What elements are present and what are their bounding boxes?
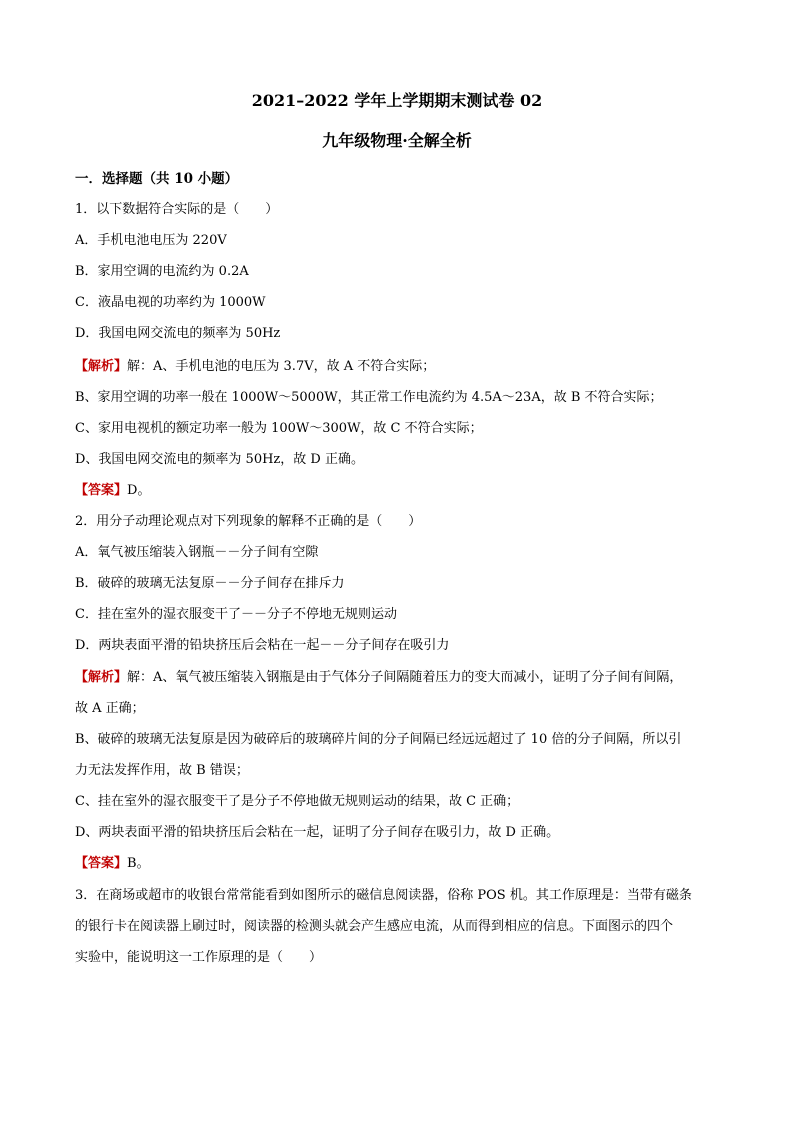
q1-analysis-line: D、我国电网交流电的频率为 50Hz，故 D 正确。 (75, 452, 364, 467)
q3-stem-line: 实验中，能说明这一工作原理的是（ ） (75, 950, 323, 965)
q1-analysis (75, 355, 435, 374)
analysis-text: 解：A、手机电池的电压为 3.7V，故 A 不符合实际； (127, 359, 436, 374)
analysis-tag: 【解析】 (75, 670, 128, 685)
q2-option-a: A．氧气被压缩装入钢瓶－－分子间有空隙 (75, 545, 319, 560)
answer-text: B。 (127, 856, 150, 871)
q2-analysis-line: C、挂在室外的湿衣服变干了是分子不停地做无规则运动的结果，故 C 正确； (75, 794, 520, 809)
analysis-text: 解：A、氧气被压缩装入钢瓶是由于气体分子间隔随着压力的变大而减小，证明了分子间有间隔， (127, 670, 683, 685)
document-title: 2021–2022 学年上学期期末测试卷 02 (251, 91, 543, 110)
document-subtitle: 九年级物理·全解全析 (322, 131, 472, 150)
q2-analysis-line: 故 A 正确； (75, 701, 145, 716)
q1-option-b: B．家用空调的电流约为 0.2A (75, 264, 249, 279)
q2-analysis-line: D、两块表面平滑的铅块挤压后会粘在一起，证明了分子间存在吸引力，故 D 正确。 (75, 825, 560, 840)
q2-stem: 2．用分子动理论观点对下列现象的解释不正确的是（ ） (75, 514, 422, 529)
q2-answer (75, 852, 150, 871)
q1-analysis-line: C、家用电视机的额定功率一般为 100W～300W，故 C 不符合实际； (75, 421, 483, 436)
q2-option-d: D．两块表面平滑的铅块挤压后会粘在一起－－分子间存在吸引力 (75, 638, 450, 653)
q1-analysis-line: B、家用空调的功率一般在 1000W～5000W，其正常工作电流约为 4.5A～23A，故 B 不符合实际； (75, 390, 663, 405)
q2-option-b: B．破碎的玻璃无法复原－－分子间存在排斥力 (75, 576, 345, 591)
q2-option-c: C．挂在室外的湿衣服变干了－－分子不停地无规则运动 (75, 607, 397, 622)
q1-option-d: D．我国电网交流电的频率为 50Hz (75, 326, 281, 341)
answer-tag: 【答案】 (75, 483, 128, 498)
q2-analysis-line: 力无法发挥作用，故 B 错误； (75, 763, 249, 778)
q1-answer (75, 479, 150, 498)
q1-stem: 1．以下数据符合实际的是（ ） (75, 202, 279, 217)
q3-stem-line: 3．在商场或超市的收银台常常能看到如图所示的磁信息阅读器，俗称 POS 机。其工作原理是：当带有磁条 (75, 888, 692, 903)
section-heading: 一．选择题（共 10 小题） (75, 171, 239, 187)
analysis-tag: 【解析】 (75, 359, 128, 374)
q3-stem-line: 的银行卡在阅读器上刷过时，阅读器的检测头就会产生感应电流，从而得到相应的信息。下面图示的四个 (75, 919, 674, 934)
q1-option-a: A．手机电池电压为 220V (75, 233, 227, 248)
q2-analysis (75, 666, 682, 685)
q2-analysis-line: B、破碎的玻璃无法复原是因为破碎后的玻璃碎片间的分子间隔已经远远超过了 10 倍的分子间隔，所以引 (75, 732, 682, 747)
answer-text: D。 (127, 483, 151, 498)
answer-tag: 【答案】 (75, 856, 128, 871)
q1-option-c: C．液晶电视的功率约为 1000W (75, 295, 266, 310)
